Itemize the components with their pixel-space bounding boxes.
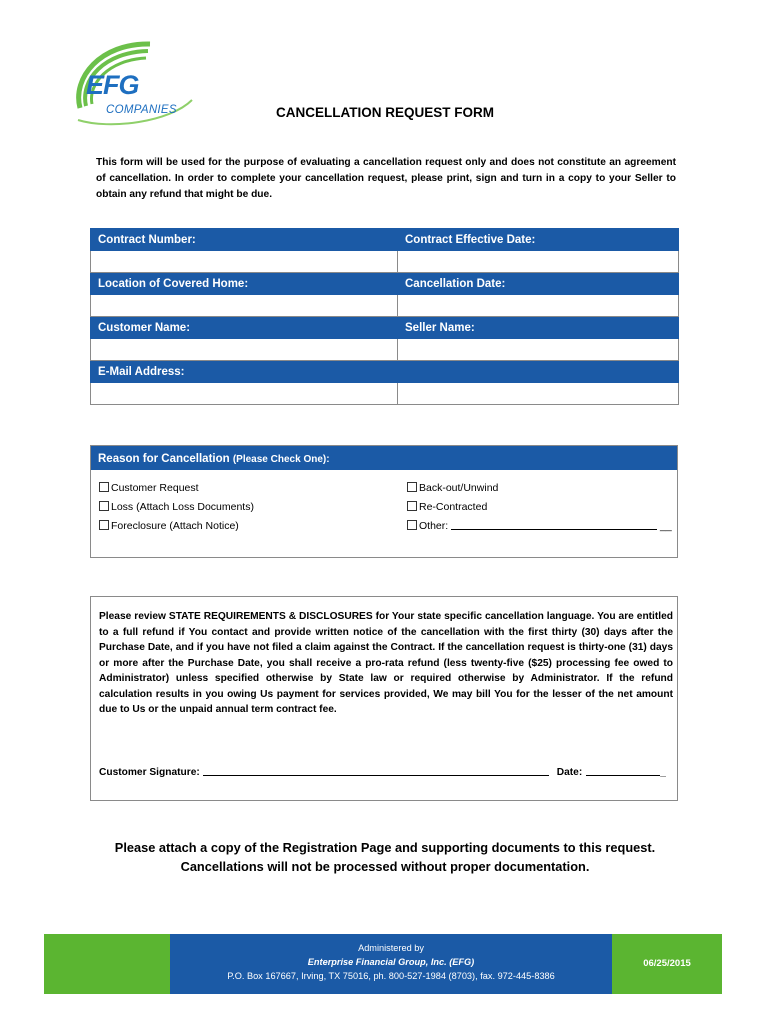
option-back-out-unwind[interactable] (407, 479, 672, 498)
email-address-field[interactable] (91, 383, 398, 405)
checkbox-icon[interactable] (99, 520, 109, 530)
reason-options-right (407, 479, 672, 536)
footer-date: 06/25/2015 (612, 934, 722, 994)
checkbox-icon[interactable] (407, 520, 417, 530)
disclosure-section (90, 596, 678, 801)
option-foreclosure[interactable] (99, 517, 254, 536)
customer-signature-label: Customer Signature: (99, 767, 200, 778)
option-label: Back-out/Unwind (419, 482, 499, 494)
footer-administrator (170, 934, 612, 994)
form-title: CANCELLATION REQUEST FORM (276, 105, 494, 120)
footer-green-left (44, 934, 170, 994)
option-re-contracted[interactable] (407, 498, 672, 517)
customer-name-label: Customer Name: (91, 317, 398, 339)
option-label: Re-Contracted (419, 501, 488, 513)
email-address-field-extra[interactable] (398, 383, 679, 405)
checkbox-icon[interactable] (407, 482, 417, 492)
other-input-line[interactable] (451, 519, 657, 530)
option-label: Other: (419, 520, 449, 532)
customer-signature-line[interactable] (203, 765, 549, 776)
other-tail: __ (660, 520, 672, 532)
contract-fields-table (90, 228, 679, 405)
option-label: Loss (Attach Loss Documents) (111, 501, 254, 513)
customer-name-field[interactable] (91, 339, 398, 361)
reason-options-left (99, 479, 254, 536)
checkbox-icon[interactable] (99, 501, 109, 511)
attach-notice (0, 838, 770, 876)
form-intro: This form will be used for the purpose of evaluating a cancellation request only and does not constitute an agreement of cancellation. In order to complete your cancellation request, please print, sign and turn in a copy to your Seller to obtain any refund that might be due. (96, 157, 676, 200)
disclosure-text: Please review STATE REQUIREMENTS & DISCLOSURES for Your state specific cancellation language. You are entitled to a full refund if You contact and provide written notice of the cancellation with the first thirty (30) days after the Purchase Date, and if you have not filed a claim against the Contract. If the cancellation request is thirty-one (31) days or more after the Purchase Date, you shall receive a pro-rata refund (less twenty-five ($25) processing fee owed to Administrator) unless specified otherwise by State law or required otherwise by Administrator. If the refund calculation results in you owing Us payment for services provided, We may bill You for the lesser of the net amount due to Us or the unpaid annual term contract fee. (99, 611, 673, 715)
reason-header (91, 446, 677, 470)
reason-for-cancellation-section (90, 445, 678, 558)
contract-number-label: Contract Number: (91, 229, 398, 251)
date-label: Date: (556, 767, 583, 778)
option-customer-request[interactable] (99, 479, 254, 498)
footer-company: Enterprise Financial Group, Inc. (EFG) (307, 957, 475, 967)
option-loss[interactable] (99, 498, 254, 517)
option-label: Customer Request (111, 482, 199, 494)
cancellation-date-field[interactable] (398, 295, 679, 317)
contract-effective-date-label: Contract Effective Date: (398, 229, 679, 251)
logo-brand: EFG (86, 70, 139, 100)
logo-subtitle: COMPANIES (106, 104, 177, 116)
email-address-label: E-Mail Address: (91, 361, 679, 383)
option-other[interactable] (407, 517, 672, 536)
footer-administered-by: Administered by (358, 943, 424, 953)
reason-header-note: (Please Check One): (232, 454, 330, 465)
attach-notice-line1: Please attach a copy of the Registration Page and supporting documents to this request. (114, 840, 656, 855)
checkbox-icon[interactable] (99, 482, 109, 492)
reason-header-title: Reason for Cancellation (98, 453, 230, 465)
option-label: Foreclosure (Attach Notice) (111, 520, 239, 532)
seller-name-label: Seller Name: (398, 317, 679, 339)
contract-number-field[interactable] (91, 251, 398, 273)
cancellation-date-label: Cancellation Date: (398, 273, 679, 295)
signature-row (99, 765, 669, 778)
date-line[interactable] (586, 765, 660, 776)
footer-address: P.O. Box 167667, Irving, TX 75016, ph. 800-527-1984 (8703), fax. 972-445-8386 (227, 971, 555, 981)
checkbox-icon[interactable] (407, 501, 417, 511)
seller-name-field[interactable] (398, 339, 679, 361)
attach-notice-line2: Cancellations will not be processed without proper documentation. (180, 859, 590, 874)
location-of-covered-home-field[interactable] (91, 295, 398, 317)
contract-effective-date-field[interactable] (398, 251, 679, 273)
location-of-covered-home-label: Location of Covered Home: (91, 273, 398, 295)
date-tail: _ (660, 767, 666, 778)
